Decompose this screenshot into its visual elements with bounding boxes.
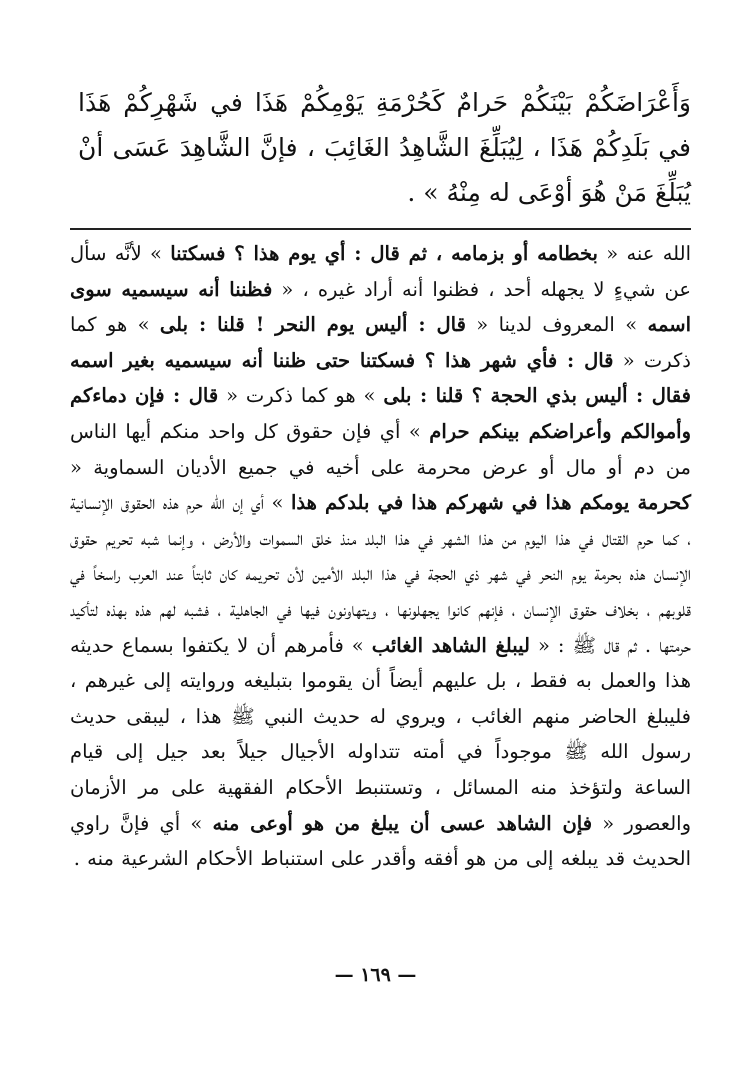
commentary-run: » لأنَّه سأل عن شيءٍ لا يجهله أحد ، فظنوا أنه أراد غيره ، « [70, 242, 691, 301]
commentary-run: » أي فإن حقوق كل واحد منكم أيها الناس من دم أو مال أو عرض محرمة على أخيه في جميع الأديان السماوية « [70, 419, 691, 479]
commentary-run: » أي إن الله حرم هذه الحقوق الإنسانية ، كما حرم القتال في هذا اليوم من هذا الشهر في هذا البلد منذ خلق السموات والأرض ، وإنما شبه تحريم حقوق الإنسان هذه بحرمة يوم النحر في شهر ذي الحجة في هذا البلد الأمين لأن تحريمه كان ثابتاً عند العرب راسخاً في قلوبهم ، بخلاف حقوق الإنسان ، فإنهم كانوا يجهلونها ، ويتهاونون فيها في الجاهلية ، فشبه لهم هذه بهذه لتأكيد حرمتها . ثم قال ﷺ : « [70, 491, 692, 657]
commentary-bold-run: فإن الشاهد عسى أن يبلغ من هو أوعى منه [212, 811, 593, 835]
hadith-text: وَأَعْرَاضَكُمْ بَيْنَكُمْ حَرامٌ كَحُرْمَةِ يَوْمِكُمْ هَذَا في شَهْرِكُمْ هَذَا في بَلَدِكُمْ هَذَا ، لِيُبَلِّغَ الشَّاهِدُ الغَائِبَ ، فإنَّ الشَّاهِدَ عَسَى أنْ يُبَلِّغَ مَنْ هُوَ أوْعَى له مِنْهُ » . [78, 88, 691, 207]
commentary-bold-run: قال : أليس يوم النحر ! قلنا : بلى [159, 313, 466, 337]
commentary-run: » هو كما ذكرت « [218, 384, 384, 408]
commentary-bold-run: ليبلغ الشاهد الغائب [371, 633, 530, 657]
commentary-bold-run: قال : فأي شهر هذا ؟ فسكتنا حتى ظننا أنه سيسميه بغير اسمه فقال : أليس بذي الحجة ؟ قلنا : بلى [70, 348, 691, 408]
commentary-paragraph [70, 236, 691, 877]
commentary-run: » المعروف لدينا « [465, 313, 648, 337]
commentary-run: » فأمرهم أن لا يكتفوا بسماع حديثه هذا والعمل به فقط ، بل عليهم أيضاً أن يقوموا بتبليغه وروايته إلى غيرهم ، فليبلغ الحاضر منهم الغائب ، ويروي له حديث النبي ﷺ هذا ، ليبقى حديث رسول الله ﷺ موجوداً في أمته تتداوله الأجيال جيلاً بعد جيل إلى قيام الساعة ولتؤخذ منه المسائل ، وتستنبط الأحكام الفقهية على مر الأزمان والعصور « [70, 633, 691, 835]
separator-rule [70, 228, 691, 230]
commentary-run: » هو كما ذكرت « [70, 313, 691, 372]
commentary-block [70, 236, 691, 877]
commentary-run: » أي فإنَّ راوي الحديث قد يبلغه إلى من هو أفقه وأقدر على استنباط الأحكام الشرعية منه . [70, 811, 691, 871]
commentary-bold-run: بخطامه أو بزمامه ، ثم قال : أي يوم هذا ؟ فسكتنا [170, 242, 598, 265]
commentary-run: الله عنه « [597, 242, 691, 265]
commentary-bold-run: قال : فإن دماءكم وأموالكم وأعراضكم بينكم حرام [70, 384, 691, 443]
page-number: — ١٦٩ — [334, 964, 417, 986]
commentary-bold-run: فظننا أنه سيسميه سوى اسمه [70, 277, 691, 337]
commentary-bold-run: كحرمة يومكم هذا في شهركم هذا في بلدكم هذا [290, 491, 691, 515]
